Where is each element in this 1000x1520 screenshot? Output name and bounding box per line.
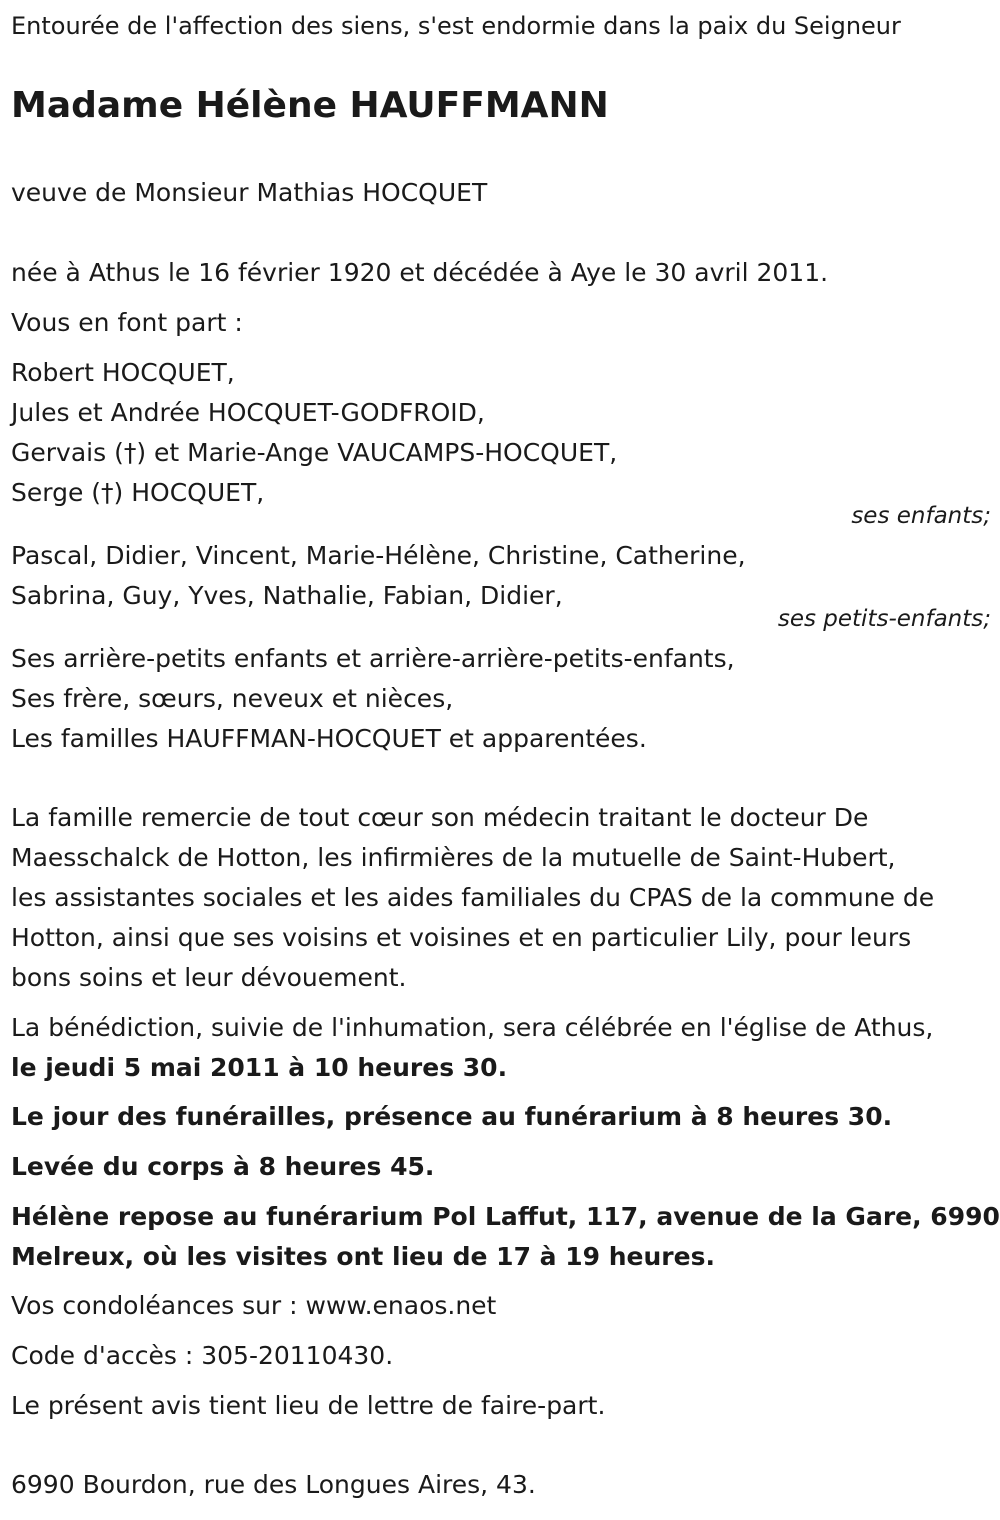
grandchildren-entry: Sabrina, Guy, Yves, Nathalie, Fabian, Didier, — [11, 581, 563, 610]
grandchildren-label: ses petits-enfants; — [777, 606, 991, 632]
child-entry: Gervais (†) et Marie-Ange VAUCAMPS-HOCQUET, — [11, 438, 618, 467]
children-list — [11, 353, 991, 513]
notice-statement: Le présent avis tient lieu de lettre de faire-part. — [11, 1391, 606, 1420]
thanks-paragraph — [11, 798, 991, 998]
rest-place-line: Melreux, où les visites ont lieu de 17 à 19 heures. — [11, 1242, 715, 1271]
condolences-line: Vos condoléances sur : www.enaos.net — [11, 1291, 497, 1320]
grandchildren-entry: Pascal, Didier, Vincent, Marie-Hélène, Christine, Catherine, — [11, 541, 746, 570]
child-entry: Jules et Andrée HOCQUET-GODFROID, — [11, 398, 485, 427]
child-entry: Serge (†) HOCQUET, — [11, 478, 265, 507]
funerarium-presence: Le jour des funérailles, présence au funérarium à 8 heures 30. — [11, 1102, 893, 1131]
intro-line: Entourée de l'affection des siens, s'est endormie dans la paix du Seigneur — [11, 12, 901, 40]
thanks-line: Hotton, ainsi que ses voisins et voisines et en particulier Lily, pour leurs — [11, 923, 912, 952]
thanks-line: Maesschalck de Hotton, les infirmières de la mutuelle de Saint-Hubert, — [11, 843, 896, 872]
children-label: ses enfants; — [851, 503, 991, 529]
thanks-line: les assistantes sociales et les aides familiales du CPAS de la commune de — [11, 883, 935, 912]
ceremony-line: La bénédiction, suivie de l'inhumation, sera célébrée en l'église de Athus, — [11, 1013, 934, 1042]
family-address: 6990 Bourdon, rue des Longues Aires, 43. — [11, 1470, 536, 1499]
access-code: Code d'accès : 305-20110430. — [11, 1341, 394, 1370]
deceased-name: Madame Hélène HAUFFMANN — [11, 85, 609, 126]
body-lift: Levée du corps à 8 heures 45. — [11, 1152, 435, 1181]
family-entry: Ses frère, sœurs, neveux et nièces, — [11, 684, 454, 713]
ceremony-date: le jeudi 5 mai 2011 à 10 heures 30. — [11, 1053, 508, 1082]
thanks-line: La famille remercie de tout cœur son médecin traitant le docteur De — [11, 803, 869, 832]
child-entry: Robert HOCQUET, — [11, 358, 235, 387]
announce: Vous en font part : — [11, 308, 243, 337]
family-entry: Les familles HAUFFMAN-HOCQUET et apparentées. — [11, 724, 647, 753]
birth-death: née à Athus le 16 février 1920 et décédée à Aye le 30 avril 2011. — [11, 258, 829, 287]
widow-of: veuve de Monsieur Mathias HOCQUET — [11, 178, 488, 207]
thanks-line: bons soins et leur dévouement. — [11, 963, 407, 992]
family-entry: Ses arrière-petits enfants et arrière-arrière-petits-enfants, — [11, 644, 735, 673]
rest-place — [11, 1197, 1000, 1277]
other-family-list — [11, 639, 991, 759]
rest-place-line: Hélène repose au funérarium Pol Laffut, 117, avenue de la Gare, 6990 — [11, 1202, 1000, 1231]
ceremony-info — [11, 1008, 991, 1088]
